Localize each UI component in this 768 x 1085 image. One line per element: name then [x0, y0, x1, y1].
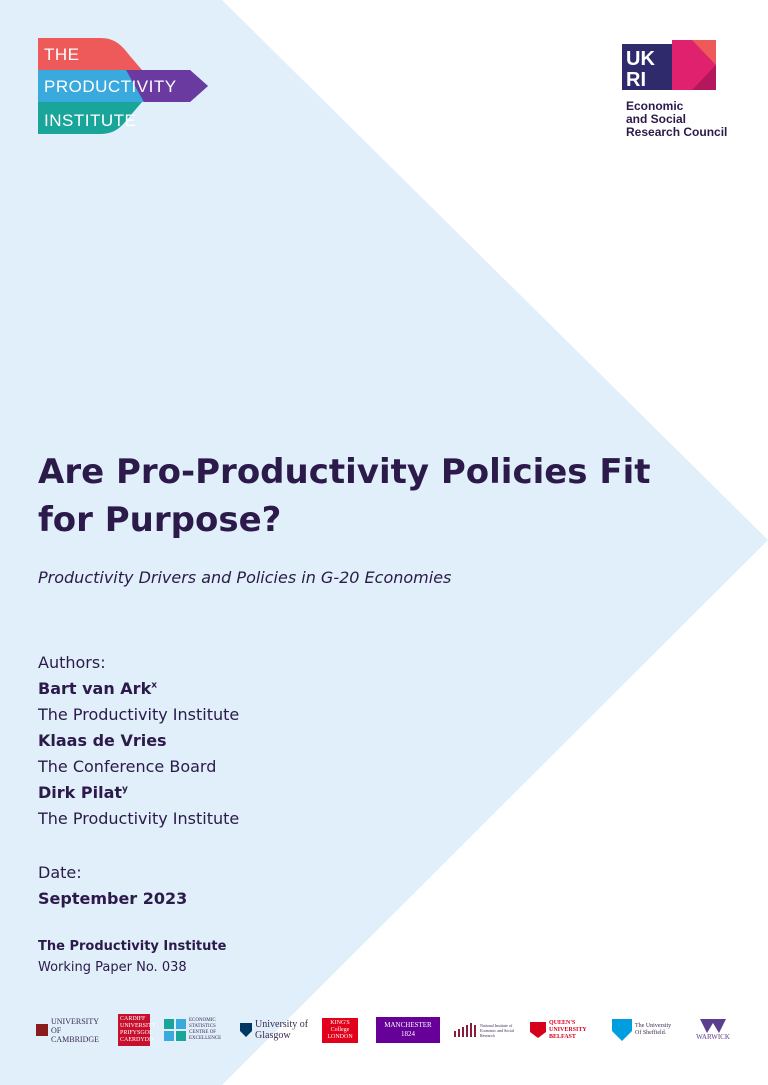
author-affiliation: The Productivity Institute [38, 705, 240, 724]
series-info [38, 936, 226, 978]
partner-logo-sheffield: The University Of Sheffield. [612, 1012, 676, 1048]
partner-logo-cambridge: UNIVERSITY OF CAMBRIDGE [36, 1012, 106, 1048]
partner-logos [36, 1012, 736, 1052]
partner-logo-queens: QUEEN'S UNIVERSITY BELFAST [530, 1012, 598, 1048]
partner-logo-manchester: MANCHESTER 1824 [376, 1012, 440, 1048]
crest-icon [36, 1024, 48, 1036]
esrc-line-3: Research Council [626, 125, 728, 139]
esrc-council-name [626, 100, 727, 139]
author-name: Dirk Pilat$^y$ [38, 783, 128, 802]
shield-icon [612, 1019, 632, 1041]
bars-icon [454, 1023, 478, 1037]
shield-icon [240, 1023, 252, 1037]
partner-logo-niesr: National Institute of Economic and Social Research [454, 1012, 518, 1048]
tpi-logo-line-2: PRODUCTIVITY [44, 77, 177, 96]
partner-logo-escoe: ECONOMIC STATISTICS CENTRE OF EXCELLENCE [164, 1012, 230, 1048]
series-publisher: The Productivity Institute [38, 939, 227, 954]
paper-title-line-1: Are Pro-Productivity Policies Fit [38, 452, 651, 492]
tpi-logo-line-1: THE [44, 45, 80, 64]
paper-subtitle: Productivity Drivers and Policies in G-20 Economies [38, 568, 452, 587]
authors-label: Authors: [38, 653, 106, 672]
productivity-institute-logo [38, 36, 210, 136]
esrc-line-1: Economic [626, 99, 684, 113]
author-affiliation: The Conference Board [38, 757, 217, 776]
paper-title-line-2: for Purpose? [38, 500, 282, 540]
svg-text:UK: UK [626, 48, 655, 70]
crest-icon [530, 1022, 546, 1038]
escoe-grid-icon [164, 1019, 186, 1041]
date-label: Date: [38, 863, 82, 882]
working-paper-number: Working Paper No. 038 [38, 960, 187, 975]
warwick-mark-icon [700, 1019, 726, 1033]
author-name: Klaas de Vries [38, 731, 167, 750]
partner-logo-glasgow: University of Glasgow [240, 1012, 310, 1048]
publication-date: September 2023 [38, 889, 188, 908]
author-name: Bart van Ark$^x$ [38, 679, 158, 698]
tpi-logo-line-3: INSTITUTE [44, 111, 137, 130]
svg-text:RI: RI [626, 69, 646, 91]
partner-logo-cardiff: CARDIFF UNIVERSITY PRIFYSGOL CAERDYDD [118, 1012, 150, 1048]
partner-logo-kings: KING'S College LONDON [322, 1012, 358, 1048]
paper-title [38, 448, 678, 544]
esrc-line-2: and Social [626, 112, 687, 126]
date-block [38, 860, 187, 912]
partner-logo-warwick: WARWICK [690, 1012, 736, 1048]
author-affiliation: The Productivity Institute [38, 809, 240, 828]
authors-block [38, 650, 239, 832]
